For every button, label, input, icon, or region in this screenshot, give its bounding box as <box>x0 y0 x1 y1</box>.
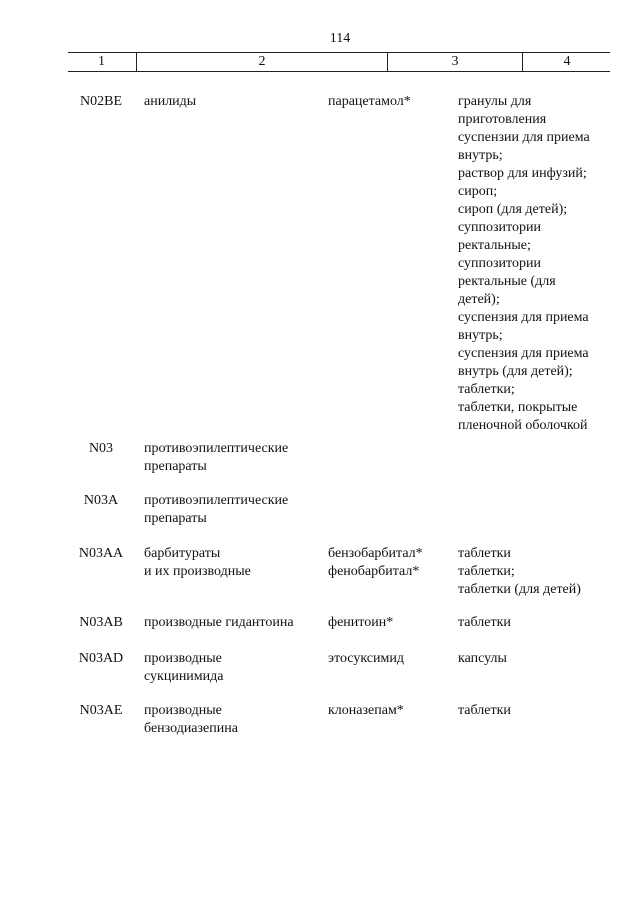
dosage-form-line: гранулы для <box>458 94 532 109</box>
dosage-forms <box>458 93 608 435</box>
atc-code: N03AD <box>78 651 124 666</box>
group-name-line: бензодиазепина <box>144 721 238 736</box>
atc-code: N02BE <box>80 94 122 109</box>
dosage-form-line: суспензия для приема <box>458 310 589 325</box>
group-name <box>144 93 314 111</box>
page-number: 114 <box>329 31 351 46</box>
dosage-form-line: пленочной оболочкой <box>458 418 588 433</box>
drug-name-line: этосуксимид <box>328 651 404 666</box>
drug-name <box>328 702 448 720</box>
atc-code: N03AE <box>79 703 123 718</box>
group-name-line: барбитураты <box>144 546 221 561</box>
drug-name <box>328 93 448 111</box>
dosage-forms <box>458 650 608 668</box>
dosage-form-line: суспензия для приема <box>458 346 589 361</box>
header-col-3: 3 <box>387 53 522 71</box>
dosage-form-line: сироп; <box>458 184 498 199</box>
atc-code: N03A <box>83 493 119 508</box>
dosage-form-line: ректальные; <box>458 238 531 253</box>
dosage-form-line: раствор для инфузий; <box>458 166 587 181</box>
header-col-1: 1 <box>98 54 105 69</box>
dosage-forms <box>458 614 608 632</box>
group-name <box>144 440 314 476</box>
drug-name-line: фенобарбитал* <box>328 564 420 579</box>
dosage-form-line: внутрь (для детей); <box>458 364 573 379</box>
dosage-forms <box>458 545 608 599</box>
dosage-form-line: таблетки (для детей) <box>458 582 581 597</box>
drug-name-line: бензобарбитал* <box>328 546 423 561</box>
header-col-4: 4 <box>522 53 611 71</box>
dosage-form-line: таблетки <box>458 546 511 561</box>
drug-name-line: парацетамол* <box>328 94 411 109</box>
group-name <box>144 492 314 528</box>
group-name-line: производные <box>144 651 222 666</box>
drug-name-line: фенитоин* <box>328 615 394 630</box>
group-name-line: производные <box>144 703 222 718</box>
group-name <box>144 614 314 632</box>
header-col-2: 2 <box>136 53 387 71</box>
dosage-form-line: детей); <box>458 292 500 307</box>
group-name-line: и их производные <box>144 564 251 579</box>
group-name-line: анилиды <box>144 94 197 109</box>
drug-name-line: клоназепам* <box>328 703 404 718</box>
dosage-form-line: внутрь; <box>458 148 503 163</box>
group-name-line: препараты <box>144 459 207 474</box>
dosage-form-line: сироп (для детей); <box>458 202 568 217</box>
drug-name <box>328 545 448 581</box>
group-name-line: производные гидантоина <box>144 615 294 630</box>
dosage-form-line: таблетки; <box>458 382 515 397</box>
dosage-form-line: таблетки <box>458 615 511 630</box>
drug-name <box>328 650 448 668</box>
group-name-line: препараты <box>144 511 207 526</box>
dosage-form-line: капсулы <box>458 651 507 666</box>
group-name-line: сукцинимида <box>144 669 224 684</box>
dosage-form-line: ректальные (для <box>458 274 556 289</box>
dosage-form-line: суппозитории <box>458 220 541 235</box>
dosage-form-line: таблетки <box>458 703 511 718</box>
dosage-form-line: таблетки; <box>458 564 515 579</box>
dosage-form-line: таблетки, покрытые <box>458 400 578 415</box>
dosage-form-line: суспензии для приема <box>458 130 590 145</box>
dosage-forms <box>458 702 608 720</box>
group-name <box>144 545 314 581</box>
drug-name <box>328 614 448 632</box>
group-name <box>144 650 314 686</box>
atc-code: N03AB <box>79 615 123 630</box>
dosage-form-line: приготовления <box>458 112 547 127</box>
dosage-form-line: суппозитории <box>458 256 541 271</box>
dosage-form-line: внутрь; <box>458 328 503 343</box>
atc-code: N03AA <box>78 546 124 561</box>
group-name <box>144 702 314 738</box>
table-header <box>68 52 610 72</box>
group-name-line: противоэпилептические <box>144 441 289 456</box>
atc-code: N03 <box>88 441 114 456</box>
group-name-line: противоэпилептические <box>144 493 289 508</box>
